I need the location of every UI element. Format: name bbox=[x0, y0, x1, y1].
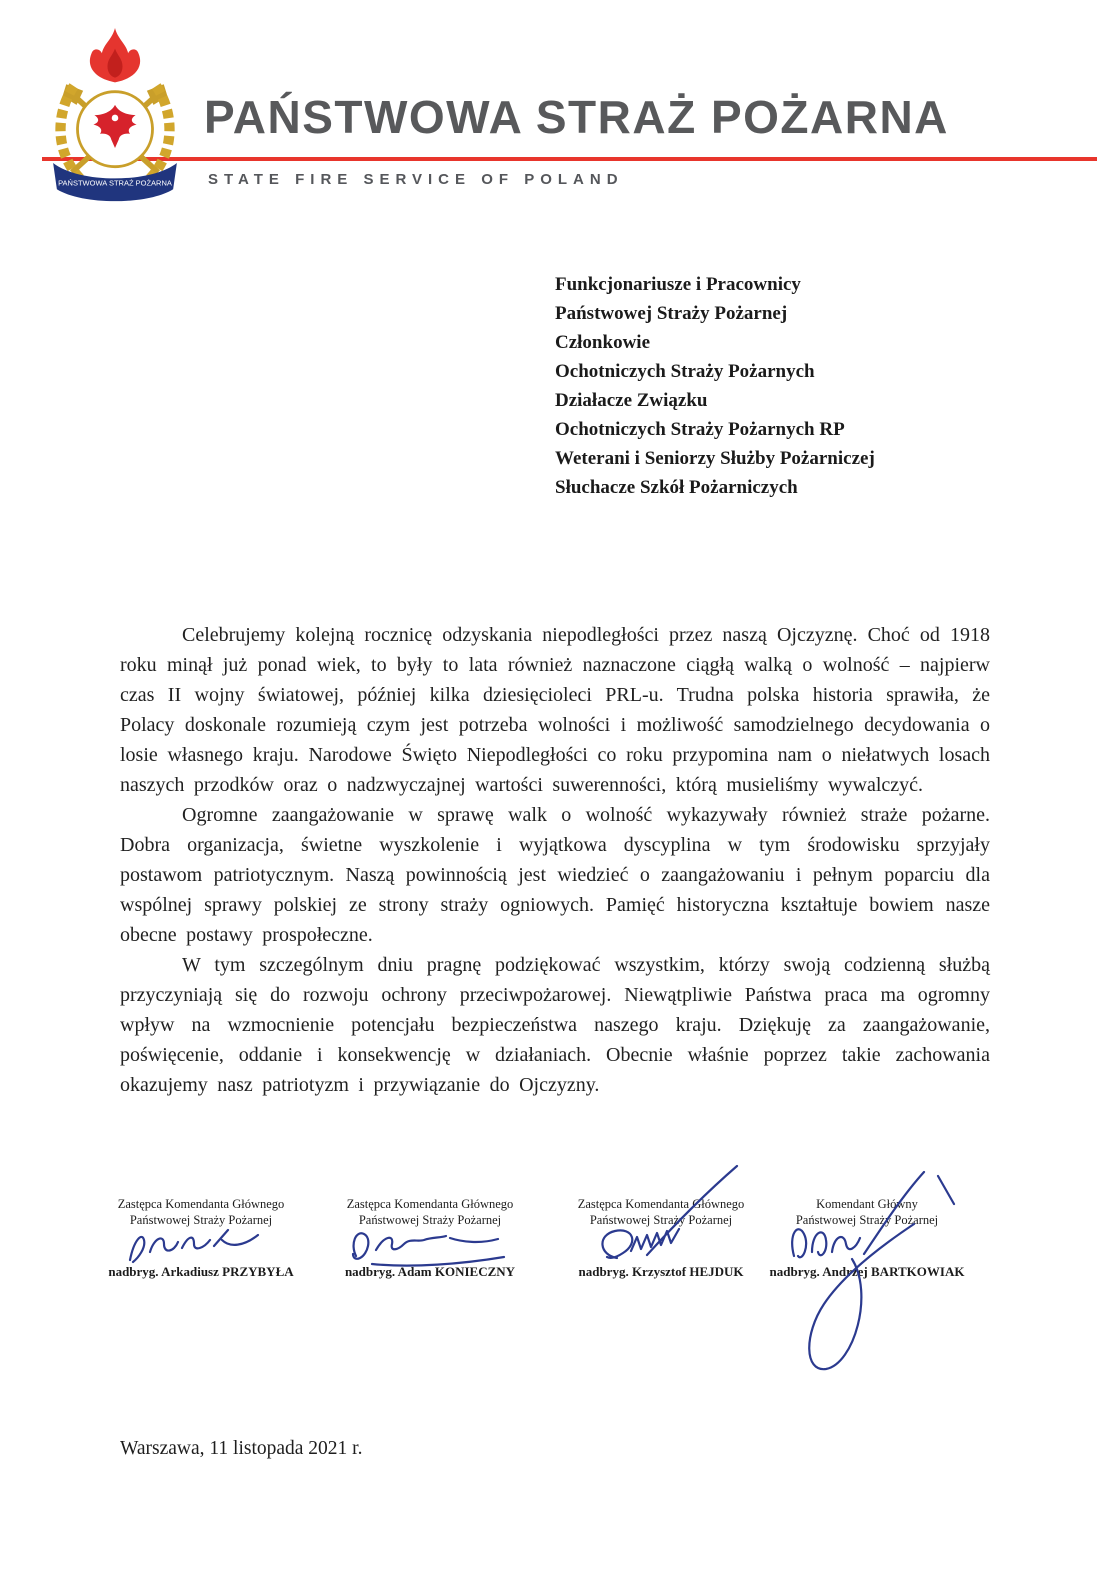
signer-name: nadbryg. Krzysztof HEJDUK bbox=[578, 1264, 744, 1279]
signature-block-konieczny bbox=[310, 1196, 550, 1280]
addressee-line: Słuchacze Szkół Pożarniczych bbox=[555, 477, 798, 498]
body-paragraph: Ogromne zaangażowanie w sprawę walk o wolność wykazywały również straże pożarne. Dobra organizacja, świetne wyszkolenie i wyjątkowa dyscyplina w tym środowisku sprzyjały postawom patriotycznym. Naszą powinnością jest wiedzieć o zaangażowaniu i pełnym poparciu dla wspólnej sprawy polskiej ze strony straży ogniowych. Pamięć historyczna kształtuje bowiem nasze obecne postawy prospołeczne. bbox=[120, 804, 990, 946]
signer-name: nadbryg. Arkadiusz PRZYBYŁA bbox=[108, 1264, 294, 1279]
ribbon-text: PAŃSTWOWA STRAŻ POŻARNA bbox=[58, 178, 172, 188]
signer-name: nadbryg. Andrzej BARTKOWIAK bbox=[769, 1264, 965, 1279]
signature-block-przybyla bbox=[81, 1196, 321, 1280]
addressee-line: Ochotniczych Straży Pożarnych bbox=[555, 361, 815, 382]
org-subtitle-english: STATE FIRE SERVICE OF POLAND bbox=[208, 171, 624, 188]
signer-title-line1: Zastępca Komendanta Głównego bbox=[117, 1197, 285, 1211]
signer-title-line2: Państwowej Straży Pożarnej bbox=[589, 1213, 733, 1227]
header-divider bbox=[42, 157, 1097, 161]
addressee-block bbox=[555, 270, 875, 502]
body-paragraph: Celebrujemy kolejną rocznicę odzyskania niepodległości przez naszą Ojczyznę. Choć od 1918 roku minął już ponad wiek, to były to lata również naznaczone ciągłą walką o wolność – najpierw czas II wojny światowej, później kilka dziesięcioleci PRL-u. Trudna polska historia sprawiła, że Polacy doskonale rozumieją czym jest potrzeba wolności i możliwość samodzielnego decydowania o losie własnego kraju. Narodowe Święto Niepodległości co roku przypomina nam o niełatwych losach naszych przodków oraz o nadzwyczajnej wartości suwerenności, którą musieliśmy wywalczyć. bbox=[120, 624, 990, 796]
body-paragraph: W tym szczególnym dniu pragnę podziękować wszystkim, którzy swoją codzienną służbą przyczyniają się do rozwoju ochrony przeciwpożarowej. Niewątpliwie Państwa praca ma ogromny wpływ na wzmocnienie potencjału bezpieczeństwa naszego kraju. Dziękuję za zaangażowanie, poświęcenie, oddanie i konsekwencję w działaniach. Obecnie właśnie poprzez takie zachowania okazujemy nasz patriotyzm i przywiązanie do Ojczyzny. bbox=[120, 954, 990, 1096]
addressee-line: Działacze Związku bbox=[555, 390, 708, 411]
signer-title-line1: Komendant Główny bbox=[816, 1197, 918, 1211]
signer-title-line2: Państwowej Straży Pożarnej bbox=[129, 1213, 273, 1227]
signer-name: nadbryg. Adam KONIECZNY bbox=[344, 1264, 516, 1279]
signature-block-hejduk bbox=[541, 1196, 781, 1280]
addressee-line: Ochotniczych Straży Pożarnych RP bbox=[555, 419, 845, 440]
signer-title-line2: Państwowej Straży Pożarnej bbox=[358, 1213, 502, 1227]
addressee-line: Członkowie bbox=[555, 332, 650, 353]
letter-body bbox=[120, 620, 990, 1100]
fire-service-emblem-logo bbox=[40, 24, 190, 210]
addressee-line: Funkcjonariusze i Pracownicy bbox=[555, 274, 801, 295]
eagle-head-dot bbox=[112, 115, 119, 122]
addressee-line: Państwowej Straży Pożarnej bbox=[555, 303, 788, 324]
signer-title-line2: Państwowej Straży Pożarnej bbox=[795, 1213, 939, 1227]
place-and-date: Warszawa, 11 listopada 2021 r. bbox=[120, 1438, 363, 1459]
signer-title-line1: Zastępca Komendanta Głównego bbox=[346, 1197, 514, 1211]
signer-title-line1: Zastępca Komendanta Głównego bbox=[577, 1197, 745, 1211]
signature-block-bartkowiak bbox=[747, 1196, 987, 1280]
org-title: PAŃSTWOWA STRAŻ POŻARNA bbox=[204, 91, 949, 143]
addressee-line: Weterani i Seniorzy Służby Pożarniczej bbox=[555, 448, 875, 469]
